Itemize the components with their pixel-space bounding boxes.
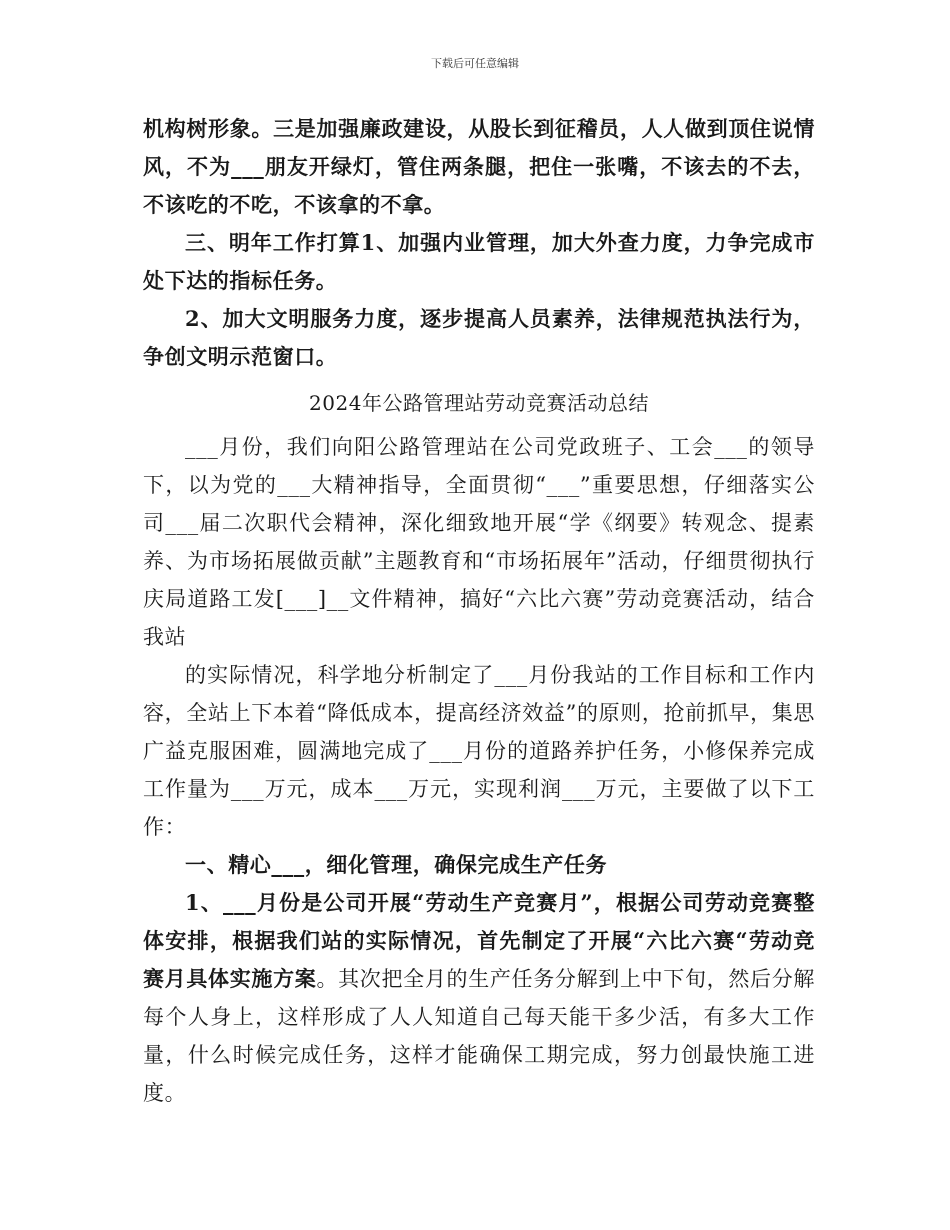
document-title: 2024年公路管理站劳动竞赛活动总结 [309, 391, 649, 415]
paragraph-civilized-service: 2、加大文明服务力度，逐步提高人员素养，法律规范执法行为，争创文明示范窗口。 [143, 306, 815, 369]
paragraph-competition-month [143, 884, 815, 1112]
paragraph-situation: 的实际情况，科学地分析制定了___月份我站的工作目标和工作内容，全站上下本着“降低成本，提高经济效益”的原则，抢前抓早，集思广益克服困难，圆满地完成了___月份的道路养护任务，小修保养完成工作量为___万元，成本___万元，实现利润___万元，主要做了以下工作： [143, 663, 815, 839]
section-heading-1: 一、精心___，细化管理，确保完成生产任务 [185, 852, 608, 877]
paragraph-next-year-plan: 三、明年工作打算1、加强内业管理，加大外查力度，力争完成市处下达的指标任务。 [143, 230, 815, 293]
competition-month-rest: 。其次把全月的生产任务分解到上中下旬，然后分解每个人身上，这样形成了人人知道自己每天能干多少活，有多大工作量，什么时候完成任务，这样才能确保工期完成，努力创最快施工进度。 [143, 967, 815, 1105]
header-note: 下载后可任意编辑 [431, 57, 519, 70]
competition-month-bold: 1、___月份是公司开展“劳动生产竞赛月”，根据公司劳动竞赛整体安排，根据我们站的实际情况，首先制定了开展“六比六赛“劳动竞赛月具体实施方案 [143, 890, 815, 991]
document-body [143, 110, 815, 1112]
paragraph-integrity: 机构树形象。三是加强廉政建设，从股长到征稽员，人人做到顶住说情风，不为___朋友开绿灯，管住两条腿，把住一张嘴，不该去的不去，不该吃的不吃，不该拿的不拿。 [143, 116, 815, 217]
paragraph-intro: ___月份，我们向阳公路管理站在公司党政班子、工会___的领导下，以为党的___大精神指导，全面贯彻“___”重要思想，仔细落实公司___届二次职代会精神，深化细致地开展“学《纲要》转观念、提素养、为市场拓展做贡献”主题教育和“市场拓展年”活动，仔细贯彻执行庆局道路工发[___]__文件精神，搞好“六比六赛”劳动竞赛活动，结合我站 [143, 435, 815, 649]
